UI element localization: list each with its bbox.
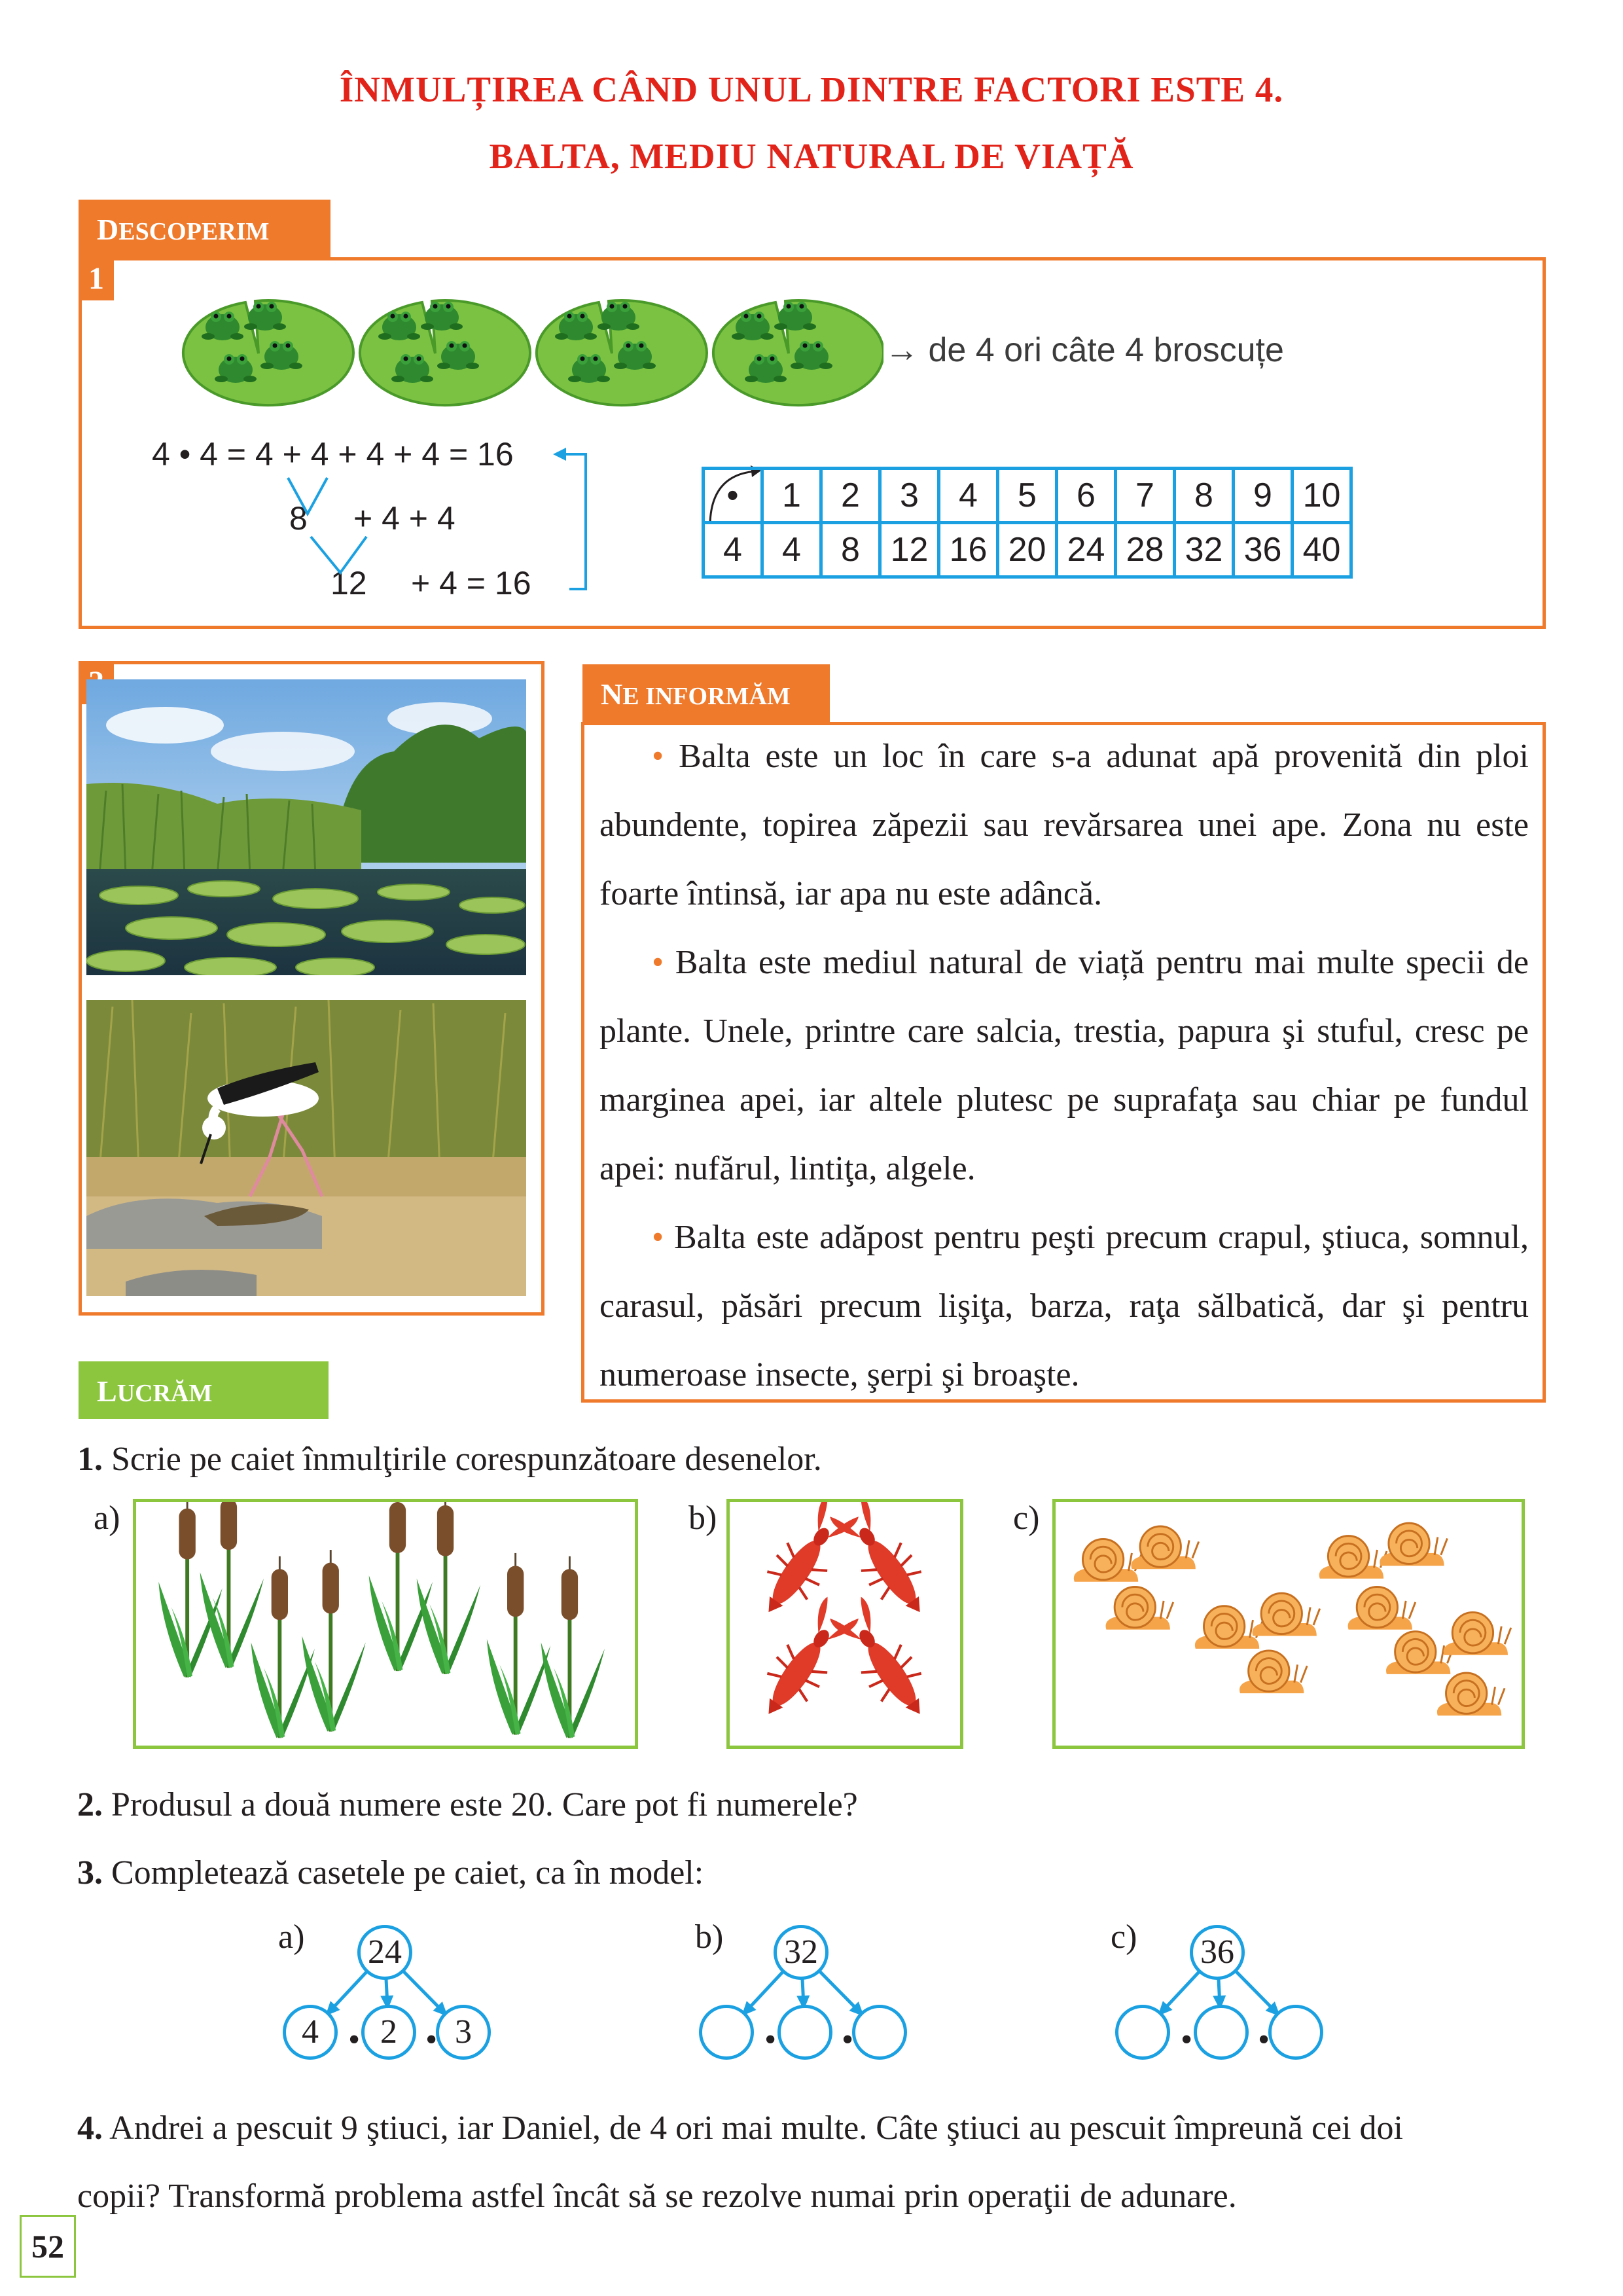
tree-circle-right: 3 [436,2005,491,2060]
equation-line3-sum: 12 [330,565,367,601]
inform-tab [582,664,830,725]
table-head-cell: 3 [880,469,939,523]
bullet-icon: • [652,738,664,775]
exercise-3-text: Completează casetele pe caiet, ca în model: [111,1854,704,1892]
discover-tab-first: D [97,213,119,246]
decomposition-tree-b [699,1921,908,2091]
exercise-4-text-1: Andrei a pescuit 9 ştiuci, iar Daniel, de 4 ori mai multe. Câte ştiuci au pescuit împreună cei doi [109,2109,1404,2147]
snails-picture [1052,1499,1525,1749]
tree-circle-right [1268,2005,1323,2060]
multiplication-dot: • [425,2021,438,2058]
multiplication-dot: • [1258,2021,1270,2058]
pond-lilypads-photo [86,679,526,975]
exercise-1-label-a: a) [94,1499,120,1537]
crayfish-picture [726,1499,963,1749]
table-head-cell: 4 [939,469,998,523]
exercise-2-text: Produsul a două numere este 20. Care pot fi numerele? [111,1786,858,1823]
discover-number: 1 [79,257,114,300]
work-tab-rest: UCRĂM [116,1380,213,1407]
multiplication-dot: • [1181,2021,1193,2058]
frog-lilypads-illustration [157,281,883,419]
multiplication-dot: • [842,2021,854,2058]
tree-circle-top: 32 [774,1925,829,1980]
bullet-icon: • [652,1219,664,1256]
lily-pad-2 [360,300,530,405]
table-head-cell: • [704,469,762,523]
decomposition-tree-a [283,1921,492,2091]
lily-pad-3 [537,300,707,405]
work-tab-first: L [97,1374,117,1408]
inform-paragraph-1 [599,722,1529,928]
page-title-line1: ÎNMULȚIREA CÂND UNUL DINTRE FACTORI ESTE 4. [339,69,1284,109]
exercise-4-line1 [77,2109,1550,2147]
exercise-1-label-c: c) [1013,1499,1040,1537]
table-head-cell: 7 [1116,469,1175,523]
table-head-cell: 9 [1234,469,1293,523]
bullet-icon: • [652,944,664,981]
exercise-1-label-b: b) [688,1499,717,1537]
inform-paragraph-2 [599,928,1529,1203]
equation-line2-rest: + 4 + 4 [353,500,455,537]
page-number: 52 [20,2215,76,2278]
exercise-3 [77,1854,704,1892]
table-head-cell: 1 [762,469,821,523]
exercise-3-number: 3. [77,1854,103,1892]
inform-paragraph-3-text: Balta este adăpost pentru peşti precum crapul, ştiuca, somnul, carasul, păsări precum lişiţa, barza, raţa sălbatică, dar şi pentru numeroase insecte, şerpi şi broaşte. [599,1219,1529,1393]
inform-paragraph-3 [599,1203,1529,1409]
equation-line2-sum: 8 [289,500,308,537]
table-head-cell: 2 [821,469,880,523]
equation-line1: 4 • 4 = 4 + 4 + 4 + 4 = 16 [152,436,514,473]
exercise-1-number: 1. [77,1441,103,1478]
multiplication-dot: • [764,2021,777,2058]
inform-text [599,722,1529,1409]
tree-circle-mid [1194,2005,1249,2060]
lily-pad-1 [183,300,353,405]
exercise-2-number: 2. [77,1786,103,1823]
table-value-cell: 24 [1057,523,1116,577]
table-head-row [704,469,1351,523]
inform-paragraph-2-text: Balta este mediul natural de viață pentru mai multe specii de plante. Unele, printre care salcia, trestia, papura şi stuful, cresc pe marginea apei, iar altele plutesc pe suprafaţa sau chiar pe fundul apei: nufărul, lintiţa, algele. [599,944,1529,1187]
multiplication-table [702,467,1353,579]
equation-connectors [262,439,602,609]
table-head-cell: 8 [1175,469,1234,523]
exercise-3-label-a: a) [278,1918,305,1956]
tree-circle-top: 24 [357,1925,412,1980]
lily-pad-4 [713,300,883,405]
inform-tab-first: N [601,677,623,711]
tree-circle-mid [777,2005,832,2060]
table-value-cell: 40 [1293,523,1351,577]
table-value-cell: 36 [1234,523,1293,577]
tree-circle-left [1115,2005,1170,2060]
table-head-cell: 10 [1293,469,1351,523]
frog-caption: → de 4 ori câte 4 broscuțe [885,331,1284,369]
tree-circle-top: 36 [1190,1925,1245,1980]
inform-tab-rest: E INFORMĂM [622,683,791,710]
table-value-cell: 8 [821,523,880,577]
stilt-bird-photo [86,1000,526,1296]
table-head-cell: 5 [998,469,1057,523]
table-value-row [704,523,1351,577]
exercise-1 [77,1440,822,1479]
cattails-picture [133,1499,638,1749]
discover-tab-rest: ESCOPERIM [118,218,270,245]
exercise-1-text: Scrie pe caiet înmulţirile corespunzătoare desenelor. [111,1441,822,1478]
equation-line3-rest: + 4 = 16 [411,565,531,601]
tree-circle-left: 4 [283,2005,338,2060]
multiplication-dot: • [348,2021,361,2058]
exercise-3-label-c: c) [1111,1918,1137,1956]
tree-circle-left [699,2005,754,2060]
exercise-2 [77,1785,858,1824]
table-value-cell: 32 [1175,523,1234,577]
table-value-cell: 12 [880,523,939,577]
page-title-line2: BALTA, MEDIU NATURAL DE VIAȚĂ [489,136,1134,176]
tree-circle-mid: 2 [361,2005,416,2060]
table-value-cell: 4 [762,523,821,577]
tree-circle-right [852,2005,907,2060]
decomposition-tree-c [1115,1921,1325,2091]
table-value-cell: 20 [998,523,1057,577]
table-value-cell: 4 [704,523,762,577]
exercise-3-label-b: b) [695,1918,724,1956]
table-value-cell: 16 [939,523,998,577]
discover-tab [79,200,330,260]
work-tab [79,1361,329,1419]
table-head-cell: 6 [1057,469,1116,523]
exercise-4-line2: copii? Transformă problema astfel încât să se rezolve numai prin operaţii de adunare. [77,2178,1237,2215]
inform-paragraph-1-text: Balta este un loc în care s-a adunat apă provenită din ploi abundente, topirea zăpezii sau revărsarea unei ape. Zona nu este foarte întinsă, iar apa nu este adâncă. [599,738,1529,912]
table-value-cell: 28 [1116,523,1175,577]
exercise-4-number: 4. [77,2109,103,2147]
